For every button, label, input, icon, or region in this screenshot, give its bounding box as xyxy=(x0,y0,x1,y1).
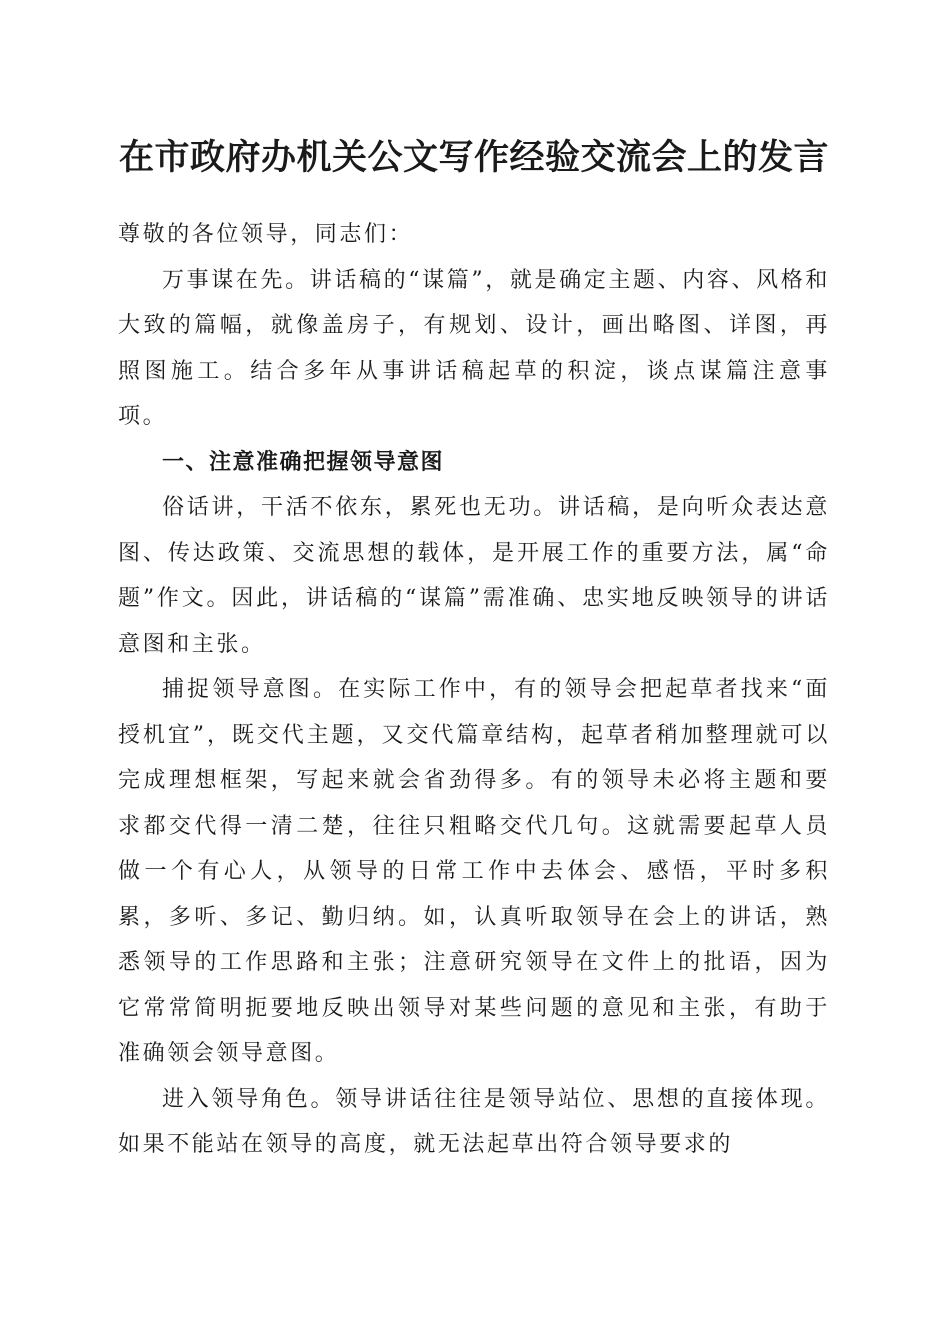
paragraph-capture-intent: 捕捉领导意图。在实际工作中，有的领导会把起草者找来“面授机宜”，既交代主题，又交代篇章结构，起草者稍加整理就可以完成理想框架，写起来就会省劲得多。有的领导未必将主题和要求都交代得一清二楚，往往只粗略交代几句。这就需要起草人员做一个有心人，从领导的日常工作中去体会、感悟，平时多积累，多听、多记、勤归纳。如，认真听取领导在会上的讲话，熟悉领导的工作思路和主张；注意研究领导在文件上的批语，因为它常常简明扼要地反映出领导对某些问题的意见和主张，有助于准确领会领导意图。 xyxy=(118,677,830,1066)
document-page xyxy=(118,130,830,1168)
section-heading: 一、注意准确把握领导意图 xyxy=(162,449,445,475)
document-title: 在市政府办机关公文写作经验交流会上的发言 xyxy=(118,138,829,178)
salutation: 尊敬的各位领导，同志们： xyxy=(118,222,414,247)
paragraph-enter-role: 进入领导角色。领导讲话往往是领导站位、思想的直接体现。如果不能站在领导的高度，就无法起草出符合领导要求的 xyxy=(118,1086,830,1157)
paragraph-intro: 万事谋在先。讲话稿的“谋篇”，就是确定主题、内容、风格和大致的篇幅，就像盖房子，有规划、设计，画出略图、详图，再照图施工。结合多年从事讲话稿起草的积淀，谈点谋篇注意事项。 xyxy=(118,267,830,429)
paragraph-proverb: 俗话讲，干活不依东，累死也无功。讲话稿，是向听众表达意图、传达政策、交流思想的载体，是开展工作的重要方法，属“命题”作文。因此，讲话稿的“谋篇”需准确、忠实地反映领导的讲话意图和主张。 xyxy=(118,495,830,657)
